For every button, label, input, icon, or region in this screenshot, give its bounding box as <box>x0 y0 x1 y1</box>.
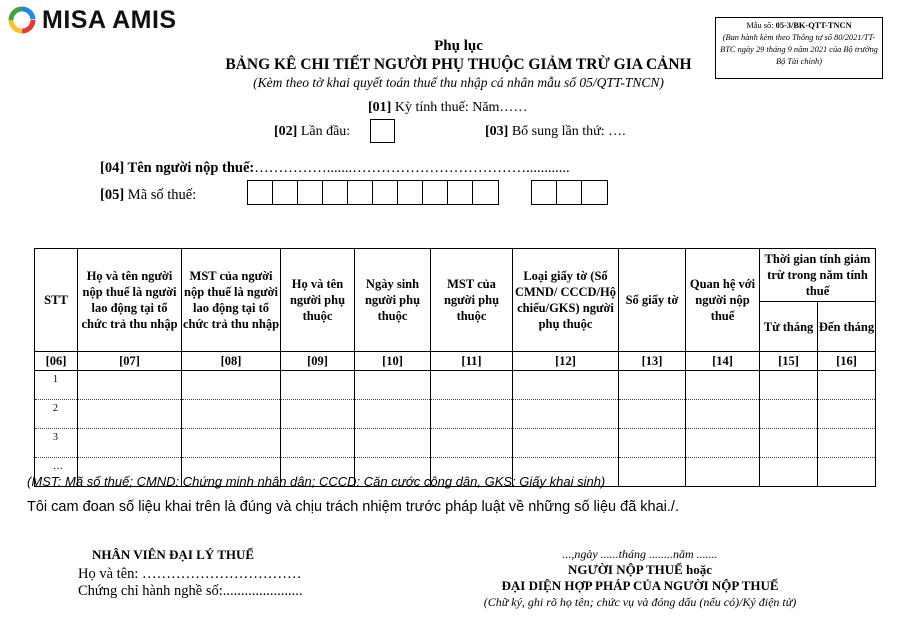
header-document-number: Số giấy tờ <box>619 249 686 352</box>
table-cell[interactable] <box>513 429 619 458</box>
table-cell[interactable] <box>78 400 182 429</box>
table-cell[interactable] <box>619 429 686 458</box>
index-cell: [11] <box>431 352 513 371</box>
row-number: 1 <box>35 371 78 400</box>
form-issued-note: (Ban hành kèm theo Thông tư số 80/2021/TT-BTC ngày 29 tháng 9 năm 2021 của Bộ trưởng Bộ Tài chính) <box>720 33 878 66</box>
field-supplement: [03] Bổ sung lần thứ: …. <box>485 124 626 139</box>
index-row <box>35 352 876 371</box>
table-cell[interactable] <box>281 429 355 458</box>
table-cell[interactable] <box>431 371 513 400</box>
table-cell[interactable] <box>619 371 686 400</box>
index-cell: [13] <box>619 352 686 371</box>
header-deduction-period: Thời gian tính giảm trừ trong năm tính thuế <box>760 249 876 302</box>
header-taxpayer-name: Họ và tên người nộp thuế là người lao động tại tổ chức trả thu nhập <box>78 249 182 352</box>
agent-cert-line: Chứng chỉ hành nghề số:...................... <box>78 583 303 599</box>
commitment-statement: Tôi cam đoan số liệu khai trên là đúng và chịu trách nhiệm trước pháp luật về những số liệu đã khai./. <box>27 499 679 515</box>
table-cell[interactable] <box>182 400 281 429</box>
index-cell: [15] <box>760 352 818 371</box>
table-cell[interactable] <box>182 429 281 458</box>
tax-code-digit-box[interactable] <box>322 180 348 205</box>
tax-code-digit-box[interactable] <box>372 180 398 205</box>
field-tax-code: [05] Mã số thuế: <box>100 187 197 203</box>
brand-logo <box>8 4 177 36</box>
header-from-month: Từ tháng <box>760 302 818 352</box>
page-subtitle: (Kèm theo tờ khai quyết toán thuế thu nhập cá nhân mẫu số 05/QTT-TNCN) <box>253 75 664 90</box>
table-row <box>35 429 876 458</box>
table-cell[interactable] <box>431 400 513 429</box>
header-to-month: Đến tháng <box>818 302 876 352</box>
index-cell: [12] <box>513 352 619 371</box>
index-cell: [16] <box>818 352 876 371</box>
index-cell: [08] <box>182 352 281 371</box>
table-cell[interactable] <box>355 371 431 400</box>
appendix-label: Phụ lục <box>434 38 483 54</box>
header-stt: STT <box>35 249 78 352</box>
signer-title: NGƯỜI NỘP THUẾ hoặc <box>567 562 713 577</box>
table-cell[interactable] <box>431 429 513 458</box>
tax-code-digit-box[interactable] <box>447 180 473 205</box>
table-cell[interactable] <box>760 400 818 429</box>
first-time-checkbox[interactable] <box>370 119 395 143</box>
page-title: BẢNG KÊ CHI TIẾT NGƯỜI PHỤ THUỘC GIẢM TRỪ GIA CẢNH <box>225 56 692 73</box>
table-cell[interactable] <box>355 400 431 429</box>
header-dependent-mst: MST của người phụ thuộc <box>431 249 513 352</box>
table-cell[interactable] <box>619 458 686 487</box>
tax-code-digit-box[interactable] <box>347 180 373 205</box>
tax-code-digit-box[interactable] <box>472 180 499 205</box>
table-cell[interactable] <box>513 400 619 429</box>
tax-code-digit-box[interactable] <box>397 180 423 205</box>
field-taxpayer-name: [04] Tên người nộp thuế:…………….......………………………………............ <box>100 160 570 176</box>
table-cell[interactable] <box>686 371 760 400</box>
dependents-table <box>34 248 876 487</box>
table-cell[interactable] <box>619 400 686 429</box>
tax-code-digit-box[interactable] <box>247 180 273 205</box>
signature-date: ...,ngày ......tháng ........năm ....... <box>562 547 718 561</box>
table-cell[interactable] <box>182 371 281 400</box>
table-cell[interactable] <box>686 458 760 487</box>
index-cell: [14] <box>686 352 760 371</box>
table-cell[interactable] <box>281 371 355 400</box>
table-cell[interactable] <box>818 400 876 429</box>
table-cell[interactable] <box>355 429 431 458</box>
table-cell[interactable] <box>686 400 760 429</box>
row-number: … <box>35 458 78 487</box>
agent-title: NHÂN VIÊN ĐẠI LÝ THUẾ <box>92 547 255 562</box>
field-first-time: [02] Lần đầu: <box>274 124 351 139</box>
signer-title-representative: ĐẠI DIỆN HỢP PHÁP CỦA NGƯỜI NỘP THUẾ <box>501 578 779 593</box>
abbreviation-note: (MST: Mã số thuế; CMND: Chứng minh nhân dân; CCCD: Căn cước công dân, GKS: Giấy khai sinh) <box>27 474 606 489</box>
table-row <box>35 400 876 429</box>
tax-code-digit-box[interactable] <box>297 180 323 205</box>
header-dependent-dob: Ngày sinh người phụ thuộc <box>355 249 431 352</box>
index-cell: [06] <box>35 352 78 371</box>
table-cell[interactable] <box>281 400 355 429</box>
table-cell[interactable] <box>686 429 760 458</box>
header-dependent-name: Họ và tên người phụ thuộc <box>281 249 355 352</box>
tax-code-branch-box[interactable] <box>531 180 557 205</box>
signature-note: (Chữ ký, ghi rõ họ tên; chức vụ và đóng dấu (nếu có)/Ký điện tử) <box>483 595 797 609</box>
field-tax-period: [01] Kỳ tính thuế: Năm…… <box>368 100 528 115</box>
index-cell: [09] <box>281 352 355 371</box>
table-cell[interactable] <box>760 371 818 400</box>
brand-name: MISA AMIS <box>42 5 177 34</box>
tax-code-digit-box[interactable] <box>272 180 298 205</box>
table-cell[interactable] <box>760 429 818 458</box>
form-code: Mẫu số: 05-3/BK-QTT-TNCN <box>746 21 852 30</box>
table-cell[interactable] <box>818 458 876 487</box>
misa-logo-icon <box>8 6 36 34</box>
agent-name-line: Họ và tên: …………………………… <box>78 566 302 582</box>
table-cell[interactable] <box>818 429 876 458</box>
row-number: 3 <box>35 429 78 458</box>
table-cell[interactable] <box>513 371 619 400</box>
tax-code-digit-box[interactable] <box>422 180 448 205</box>
table-row <box>35 371 876 400</box>
header-relationship: Quan hệ với người nộp thuế <box>686 249 760 352</box>
tax-code-branch-box[interactable] <box>581 180 608 205</box>
index-cell: [07] <box>78 352 182 371</box>
index-cell: [10] <box>355 352 431 371</box>
tax-code-branch-box[interactable] <box>556 180 582 205</box>
table-cell[interactable] <box>818 371 876 400</box>
row-number: 2 <box>35 400 78 429</box>
header-taxpayer-mst: MST của người nộp thuế là người lao động tại tổ chức trả thu nhập <box>182 249 281 352</box>
table-cell[interactable] <box>78 371 182 400</box>
table-cell[interactable] <box>760 458 818 487</box>
header-document-type: Loại giấy tờ (Số CMND/ CCCD/Hộ chiếu/GKS) người phụ thuộc <box>513 249 619 352</box>
table-cell[interactable] <box>78 429 182 458</box>
